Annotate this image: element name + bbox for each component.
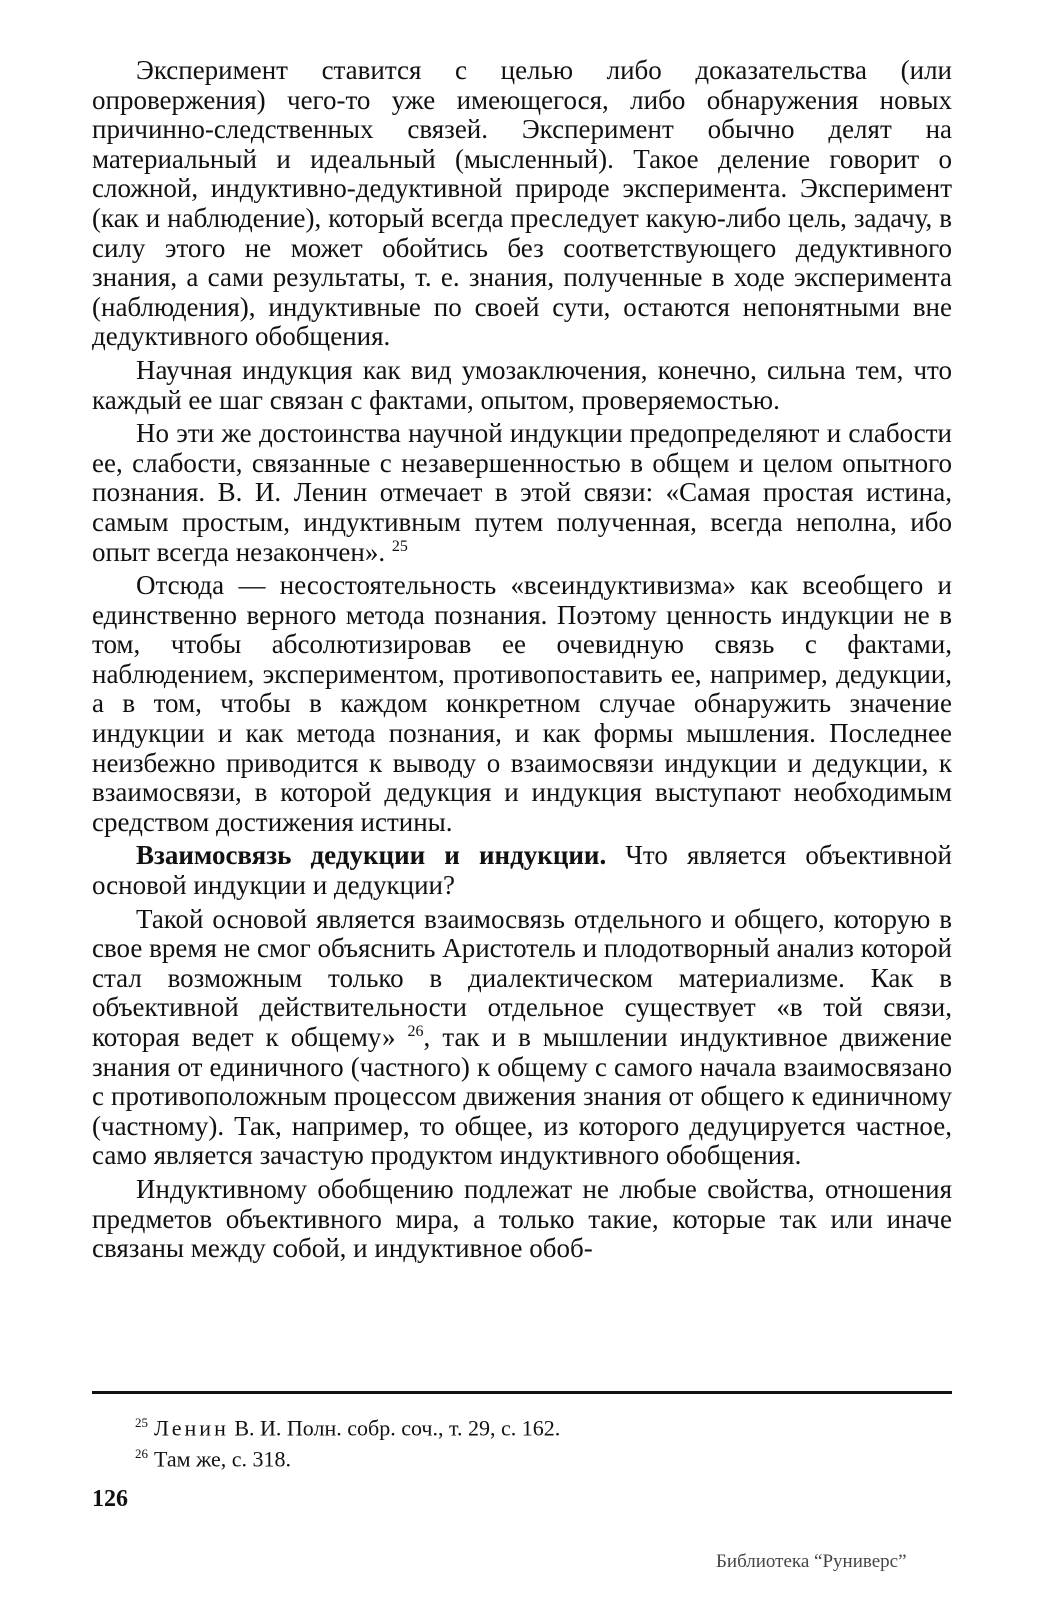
paragraph-6 <box>92 905 952 1171</box>
paragraph-1: Эксперимент ставится с целью либо доказательства (или опровержения) чего-то уже имеющегося, либо обнаружения новых причинно-следственных связей. Эксперимент обычно делят на материальный и идеальный (мысленный). Такое деление говорит о сложной, индуктивно-дедуктивной природе эксперимента. Эксперимент (как и наблюдение), который всегда преследует какую-либо цель, задачу, в силу этого не может обойтись без соответствующего дедуктивного знания, а сами результаты, т. е. знания, полученные в ходе эксперимента (наблюдения), индуктивные по своей сути, остаются непонятными вне дедуктивного обобщения. <box>92 55 952 352</box>
paragraph-5-text: Что является объективной основой индукции и дедукции? <box>92 840 952 901</box>
paragraph-2: Научная индукция как вид умозаключения, конечно, сильна тем, что каждый ее шаг связан с фактами, опытом, проверяемостью. <box>92 354 952 415</box>
library-watermark: Библиотека “Руниверс” <box>716 1551 907 1572</box>
page-number: 126 <box>92 1486 128 1512</box>
footnote-text: Там же, с. 318. <box>154 1446 292 1472</box>
paragraph-6-text-b: , так и в мышлении индуктивное движение знания от единичного (частного) к общему с самого начала взаимосвязано с противоположным процессом движения знания от общего к единичному (частному). Так, например, то общее, из которого дедуцируется частное, само является зачастую продуктом индуктивного обобщения. <box>92 1022 953 1171</box>
section-heading: Взаимосвязь дедукции и индукции. <box>136 840 607 871</box>
paragraph-6-text-a: Такой основой является взаимосвязь отдельного и общего, которую в свое время не смог объяснить Аристотель и плодотворный анализ которой стал возможным только в диалектическом материализме. Как в объективной действительности отдельное существует «в той связи, которая ведет к общему» <box>92 903 952 1052</box>
paragraph-7: Индуктивному обобщению подлежат не любые свойства, отношения предметов объективного мира, а только такие, которые так или иначе связаны между собой, и индуктивное обоб- <box>92 1173 952 1264</box>
page-body <box>92 56 952 1268</box>
paragraph-4: Отсюда — несостоятельность «всеиндуктивизма» как всеобщего и единственно верного метода познания. Поэтому ценность индукции не в том, чтобы абсолютизировав ее очевидную связь с фактами, наблюдением, экспериментом, противопоставить ее, например, дедукции, а в том, чтобы в каждом конкретном случае обнаружить значение индукции и как метода познания, и как формы мышления. Последнее неизбежно приводится к выводу о взаимосвязи индукции и дедукции, к взаимосвязи, в которой дедукция и индукция выступают необходимым средством достижения истины. <box>92 570 952 837</box>
footnote-26 <box>135 1441 935 1472</box>
footnote-author: Ленин <box>154 1415 229 1441</box>
footnote-divider <box>92 1391 952 1394</box>
paragraph-5 <box>92 841 952 900</box>
footnote-text: В. И. Полн. собр. соч., т. 29, с. 162. <box>228 1415 561 1441</box>
footnote-ref-25[interactable]: 25 <box>391 537 408 555</box>
paragraph-3 <box>92 419 952 567</box>
footnote-ref-26[interactable]: 26 <box>407 1023 424 1040</box>
footnote-number: 25 <box>135 1415 148 1430</box>
footnote-25 <box>135 1410 935 1441</box>
paragraph-3-text: Но эти же достоинства научной индукции предопределяют и слабости ее, слабости, связанные с незавершенностью в общем и целом опытного познания. В. И. Ленин отмечает в этой связи: «Самая простая истина, самым простым, индуктивным путем полученная, всегда неполна, ибо опыт всегда незакончен». <box>92 418 952 567</box>
footnotes <box>135 1410 935 1473</box>
footnote-number: 26 <box>135 1446 148 1462</box>
